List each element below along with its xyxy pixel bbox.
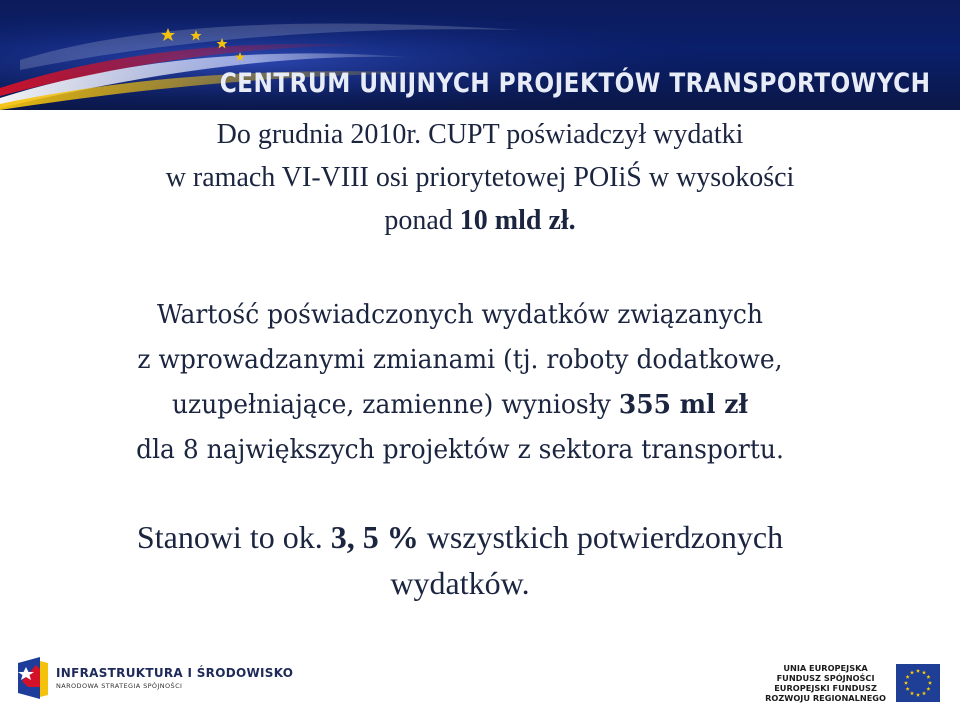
eu-star-icon [916, 693, 920, 697]
text-fragment: uzupełniające, zamienne) wyniosły [171, 390, 619, 420]
eu-star-icon [910, 670, 914, 674]
text-line: Wartość poświadczonych wydatków związanych [157, 300, 763, 330]
text-line: Do grudnia 2010r. CUPT poświadczył wydatki [216, 119, 744, 150]
text-line: wydatków. [390, 565, 530, 601]
eu-stars-ring [896, 664, 940, 702]
infrastructure-logo-text [56, 666, 293, 690]
text-line: w ramach VI-VIII osi priorytetowej POIiŚ w wysokości [165, 162, 795, 193]
text-fragment: ponad [384, 205, 460, 236]
eu-text-line: ROZWOJU REGIONALNEGO [765, 693, 886, 703]
text-line [18, 383, 901, 428]
infrastructure-logo-subtitle: NARODOWA STRATEGIA SPÓJNOŚCI [56, 682, 183, 690]
eu-star-icon [906, 675, 910, 679]
highlight-amount: 355 ml zł [618, 390, 749, 420]
text-fragment: wszystkich potwierdzonych [418, 519, 784, 555]
highlight-amount: 10 mld zł. [459, 205, 576, 236]
text-line [0, 514, 920, 560]
header-banner [0, 0, 960, 110]
eu-star-icon [910, 691, 914, 695]
eu-text-line: FUNDUSZ SPÓJNOŚCI [776, 673, 875, 683]
paragraph-changes-value [18, 293, 901, 473]
text-fragment: Stanowi to ok. [136, 519, 331, 555]
eu-star-icon [906, 687, 910, 691]
eu-text-line: EUROPEJSKI FUNDUSZ [774, 683, 877, 693]
eu-star-icon [928, 681, 932, 685]
text-line [40, 199, 920, 242]
eu-text-line: UNIA EUROPEJSKA [783, 663, 868, 673]
infrastructure-logo-icon [18, 657, 48, 699]
paragraph-percentage [0, 514, 920, 606]
text-line: dla 8 największych projektów z sektora transportu. [136, 435, 784, 465]
eu-funds-logo [765, 663, 940, 703]
eu-star-icon [904, 681, 908, 685]
eu-star-icon [926, 687, 930, 691]
infrastructure-environment-logo [18, 656, 293, 700]
eu-star-icon [922, 691, 926, 695]
paragraph-certified-expenses [40, 113, 920, 242]
infrastructure-logo-title: INFRASTRUKTURA I ŚRODOWISKO [56, 666, 294, 680]
text-line: z wprowadzanymi zmianami (tj. roboty dodatkowe, [137, 345, 783, 375]
eu-star-icon [926, 675, 930, 679]
highlight-percentage: 3, 5 % [330, 519, 419, 555]
eu-funds-text [765, 663, 886, 703]
banner-title: CENTRUM UNIJNYCH PROJEKTÓW TRANSPORTOWYCH [219, 68, 930, 99]
eu-star-icon [922, 670, 926, 674]
eu-flag-icon [896, 664, 940, 702]
eu-star-icon [916, 669, 920, 673]
